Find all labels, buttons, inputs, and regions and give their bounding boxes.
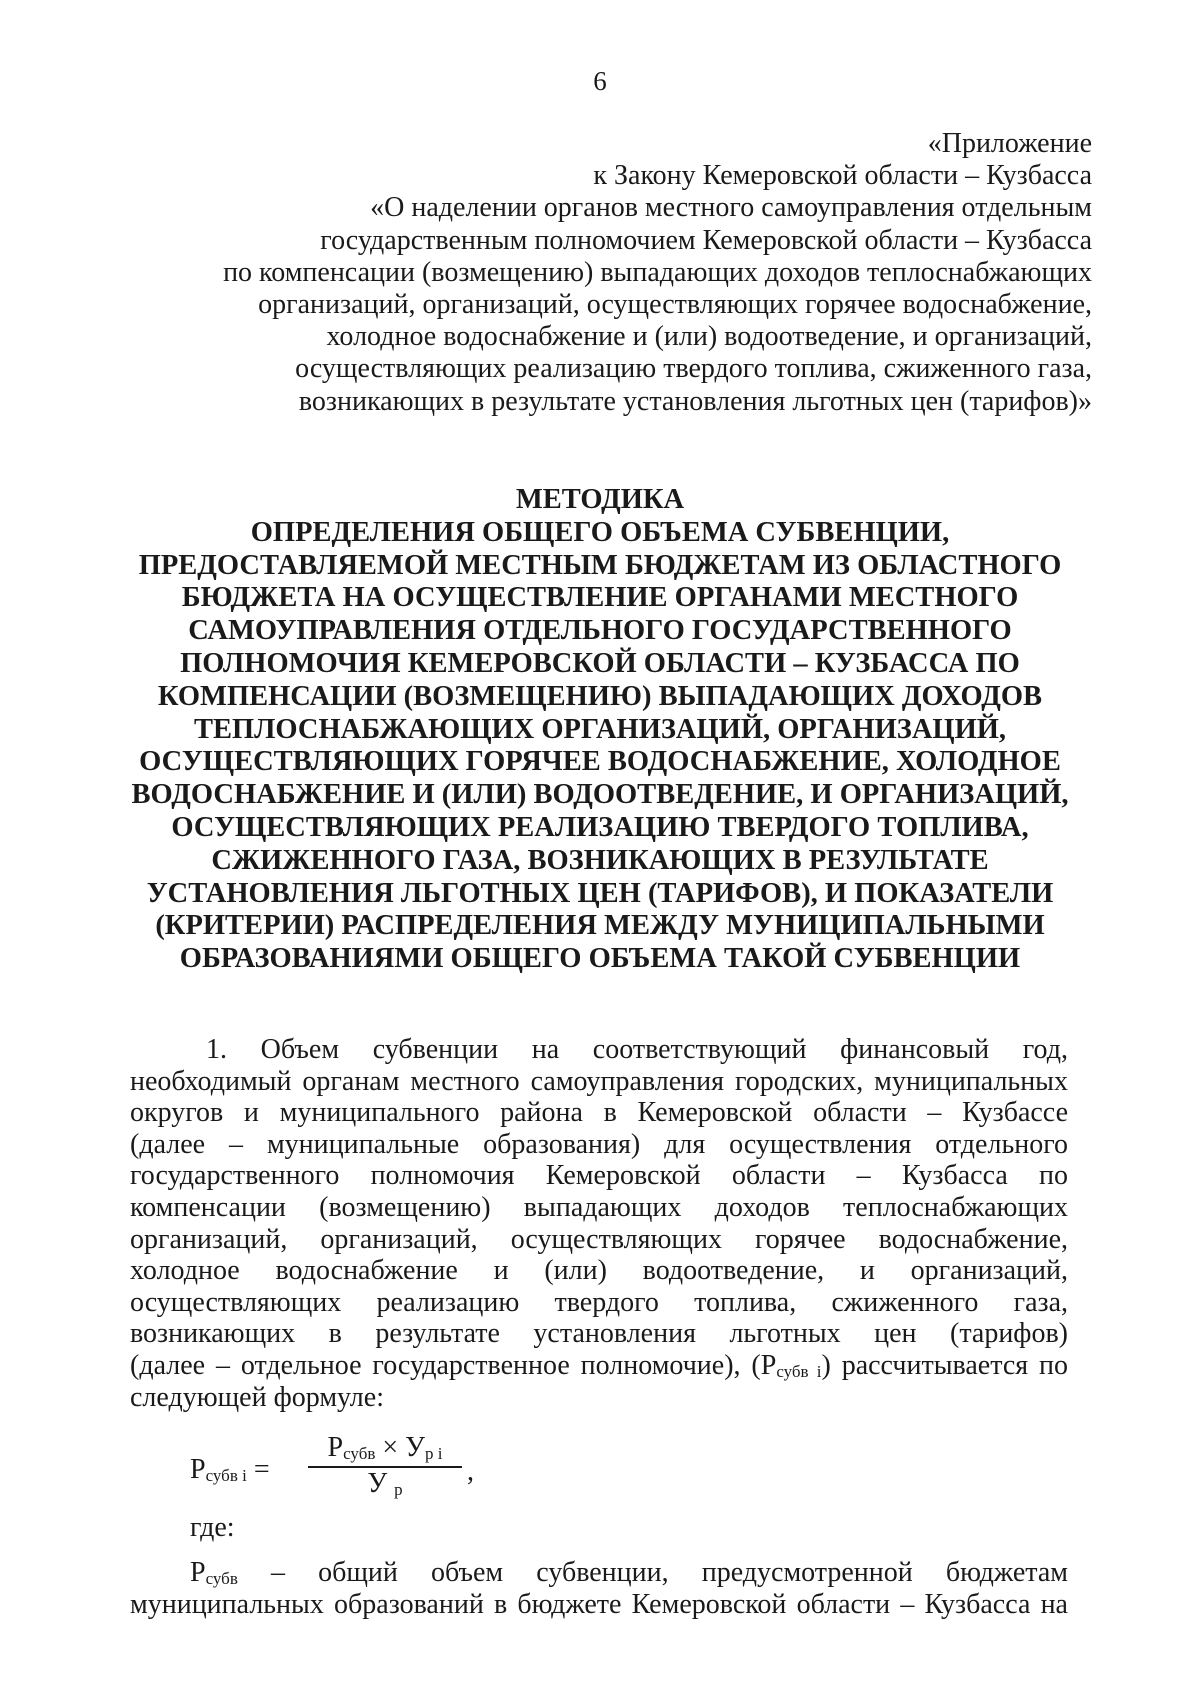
title-line: ОПРЕДЕЛЕНИЯ ОБЩЕГО ОБЪЕМА СУБВЕНЦИИ, xyxy=(250,516,950,548)
paragraph-line: осуществляющих реализацию твердого топлива, сжиженного газа, xyxy=(130,1286,1068,1318)
paragraph-line: компенсации (возмещению) выпадающих доходов теплоснабжающих xyxy=(130,1191,1068,1223)
title-line: ОБРАЗОВАНИЯМИ ОБЩЕГО ОБЪЕМА ТАКОЙ СУБВЕНЦИИ xyxy=(179,943,1021,975)
formula-symbol: Р xyxy=(190,1454,206,1485)
subscript: субв xyxy=(343,1444,376,1463)
paragraph-line: государственного полномочия Кемеровской области – Кузбасса по xyxy=(130,1160,1068,1192)
paragraph-1 xyxy=(130,1034,1068,1413)
title-line: ПОЛНОМОЧИЯ КЕМЕРОВСКОЙ ОБЛАСТИ – КУЗБАССА ПО xyxy=(180,647,1020,679)
paragraph-line xyxy=(130,1350,1068,1382)
appendix-line: государственным полномочием Кемеровской области – Кузбасса xyxy=(320,224,1092,256)
paragraph-line: (далее – муниципальные образования) для осуществления отдельного xyxy=(130,1128,1068,1160)
paragraph-line: следующей формуле: xyxy=(130,1381,384,1413)
formula-fraction xyxy=(308,1432,462,1500)
paragraph-line: возникающих в результате установления льготных цен (тарифов) xyxy=(130,1318,1068,1350)
subscript: р i xyxy=(425,1444,443,1463)
document-title xyxy=(0,484,1200,976)
formula-lhs xyxy=(190,1454,270,1486)
title-line: СЖИЖЕННОГО ГАЗА, ВОЗНИКАЮЩИХ В РЕЗУЛЬТАТЕ xyxy=(211,844,989,876)
title-line: БЮДЖЕТА НА ОСУЩЕСТВЛЕНИЕ ОРГАНАМИ МЕСТНОГО xyxy=(181,582,1019,614)
formula-comma: , xyxy=(467,1456,474,1487)
appendix-line: «Приложение xyxy=(927,128,1092,159)
formula xyxy=(190,1432,550,1502)
formula-symbol: × У xyxy=(375,1432,425,1463)
paragraph-line: необходимый органам местного самоуправления городских, муниципальных xyxy=(130,1065,1068,1097)
title-line: ВОДОСНАБЖЕНИЕ И (ИЛИ) ВОДООТВЕДЕНИЕ, И ОРГАНИЗАЦИЙ, xyxy=(131,779,1069,811)
title-line: КОМПЕНСАЦИИ (ВОЗМЕЩЕНИЮ) ВЫПАДАЮЩИХ ДОХОДОВ xyxy=(157,680,1043,712)
appendix-line: организаций, организаций, осуществляющих горячее водоснабжение, xyxy=(258,289,1092,321)
appendix-line: по компенсации (возмещению) выпадающих доходов теплоснабжающих xyxy=(223,256,1092,288)
appendix-line: «О наделении органов местного самоуправления отдельным xyxy=(370,192,1092,224)
subscript: субв xyxy=(205,1569,238,1588)
paragraph-line: холодное водоснабжение и (или) водоотведение, и организаций, xyxy=(130,1255,1068,1287)
paragraph-line: 1. Объем субвенции на соответствующий финансовый год, xyxy=(206,1034,1068,1065)
title-line: (КРИТЕРИИ) РАСПРЕДЕЛЕНИЯ МЕЖДУ МУНИЦИПАЛЬНЫМИ xyxy=(155,910,1045,942)
paragraph-line: муниципальных образований в бюджете Кемеровской области – Кузбасса на xyxy=(130,1588,1068,1620)
where-label: где: xyxy=(190,1512,235,1543)
title-line: ОСУЩЕСТВЛЯЮЩИХ ГОРЯЧЕЕ ВОДОСНАБЖЕНИЕ, ХОЛОДНОЕ xyxy=(139,746,1061,778)
title-line: МЕТОДИКА xyxy=(515,484,685,515)
formula-symbol: Р xyxy=(327,1432,344,1463)
subscript: субв i xyxy=(776,1361,822,1381)
paragraph-line xyxy=(130,1557,1068,1589)
title-line: ПРЕДОСТАВЛЯЕМОЙ МЕСТНЫМ БЮДЖЕТАМ ИЗ ОБЛАСТНОГО xyxy=(138,549,1062,581)
paragraph-line: округов и муниципального района в Кемеровской области – Кузбассе xyxy=(130,1097,1068,1129)
appendix-line: осуществляющих реализацию твердого топлива, сжиженного газа, xyxy=(295,353,1092,385)
formula-numerator xyxy=(308,1432,462,1466)
title-line: УСТАНОВЛЕНИЯ ЛЬГОТНЫХ ЦЕН (ТАРИФОВ), И ПОКАЗАТЕЛИ xyxy=(146,877,1054,909)
text-run: (далее – отдельное государственное полномочие), (Р xyxy=(130,1349,777,1381)
paragraph-line: организаций, организаций, осуществляющих горячее водоснабжение, xyxy=(130,1223,1068,1255)
page-number: 6 xyxy=(593,66,607,96)
appendix-line: к Закону Кемеровской области – Кузбасса xyxy=(593,160,1092,192)
equals-sign: = xyxy=(246,1454,270,1485)
title-line: САМОУПРАВЛЕНИЯ ОТДЕЛЬНОГО ГОСУДАРСТВЕННОГО xyxy=(188,615,1012,647)
formula-denominator xyxy=(308,1468,462,1500)
appendix-header xyxy=(132,128,1092,418)
subscript: субв i xyxy=(205,1466,247,1485)
title-line: ТЕПЛОСНАБЖАЮЩИХ ОРГАНИЗАЦИЙ, ОРГАНИЗАЦИЙ, xyxy=(193,713,1007,745)
subscript: р xyxy=(394,1479,403,1499)
appendix-line: холодное водоснабжение и (или) водоотведение, и организаций, xyxy=(326,321,1092,353)
appendix-line: возникающих в результате установления льготных цен (тарифов)» xyxy=(298,385,1092,417)
text-run: ) рассчитывается по xyxy=(821,1349,1068,1381)
term-symbol: Р xyxy=(190,1557,206,1588)
formula-symbol: У xyxy=(367,1467,388,1499)
paragraph-2 xyxy=(130,1557,1068,1620)
text-run: – общий объем субвенции, предусмотренной бюджетам xyxy=(237,1557,1068,1588)
title-line: ОСУЩЕСТВЛЯЮЩИХ РЕАЛИЗАЦИЮ ТВЕРДОГО ТОПЛИВА, xyxy=(171,811,1029,843)
